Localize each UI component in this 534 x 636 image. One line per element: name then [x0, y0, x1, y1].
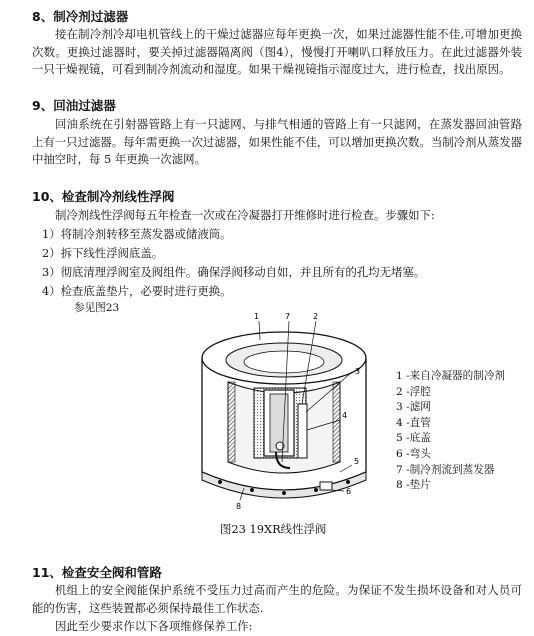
legend-item: 6 -弯头 [396, 447, 431, 460]
float-valve-figure [190, 312, 390, 518]
legend-item: 5 -底盖 [396, 432, 431, 445]
step-3: 3）彻底清理浮阀室及阀组件。确保浮阀移动自如，并且所有的孔均无堵塞。 [42, 265, 426, 279]
figure-caption: 图23 19XR线性浮阀 [220, 522, 327, 536]
callout-2: 2 [313, 312, 319, 321]
bolt-5 [346, 480, 350, 484]
section-9-paragraph: 回油系统在引射器管路上有一只滤网、与排气相通的管路上有一只滤网，在蒸发器回油管路上有一只过滤器。每年需更换一次过滤器，如果性能不佳，可以增加更换次数。当制冷剂从蒸发器中抽空时，每 5 年更换一次滤网。 [32, 117, 522, 166]
callout-1: 1 [254, 312, 260, 321]
callout-6: 6 [346, 487, 352, 496]
outlet-fitting [320, 482, 332, 490]
legend-item: 2 -浮腔 [396, 385, 431, 398]
callout-8: 8 [236, 502, 242, 511]
callout-5: 5 [354, 457, 360, 466]
bolt-2 [250, 488, 254, 492]
step-2: 2）拆下线性浮阀底盖。 [42, 246, 164, 260]
callout-3: 3 [355, 367, 361, 376]
bolt-3 [282, 491, 286, 495]
section-8-paragraph: 接在制冷剂冷却电机管线上的干燥过滤器应每年更换一次，如果过滤器性能不佳,可增加更换次数。更换过滤器时，要关掉过滤器隔离阀（图4），慢慢打开喇叭口释放压力。在此过滤器外装一只干燥视镜，可看到制冷剂流动和湿度。如果干燥视镜指示湿度过大，进行检查，找出原因。 [32, 27, 522, 76]
section-11-last-line: 因此至少要求作以下各项维修保养工作: [55, 619, 253, 633]
callout-4: 4 [342, 411, 348, 420]
bolt-1 [218, 480, 222, 484]
standpipe [298, 404, 307, 458]
bolt-4 [314, 488, 318, 492]
legend-item: 1 -来自冷凝器的制冷剂 [396, 370, 506, 382]
wall-section-left [228, 382, 235, 462]
legend-item: 7 -制冷剂流到蒸发器 [396, 463, 495, 476]
callout-7: 7 [285, 312, 291, 321]
inner-rim [244, 351, 324, 373]
step-4: 4）检查底盖垫片，必要时进行更换。 [42, 284, 232, 298]
section-10-intro: 制冷剂线性浮阀每五年检查一次或在冷凝器打开维修时进行检查。步骤如下: [55, 208, 435, 222]
figure-legend [396, 369, 505, 494]
section-8-heading: 8、制冷剂过滤器 [32, 9, 129, 24]
section-9-heading: 9、回油过滤器 [32, 98, 116, 113]
legend-item: 3 -滤网 [396, 401, 431, 414]
legend-item: 8 -垫片 [396, 479, 431, 492]
section-11-heading: 11、检查安全阀和管路 [32, 565, 162, 580]
step-1: 1）将制冷剂转移至蒸发器或储液筒。 [42, 227, 232, 241]
legend-item: 4 -直管 [396, 416, 431, 429]
section-11-paragraph: 机组上的安全阀能保护系统不受压力过高而产生的危险。为保证不发生损坏设备和对人员可能的伤害，这些装置都必须保持最佳工作状态. [32, 583, 522, 615]
see-figure-ref: 参见图23 [74, 302, 120, 314]
section-10-heading: 10、检查制冷剂线性浮阀 [32, 189, 175, 204]
